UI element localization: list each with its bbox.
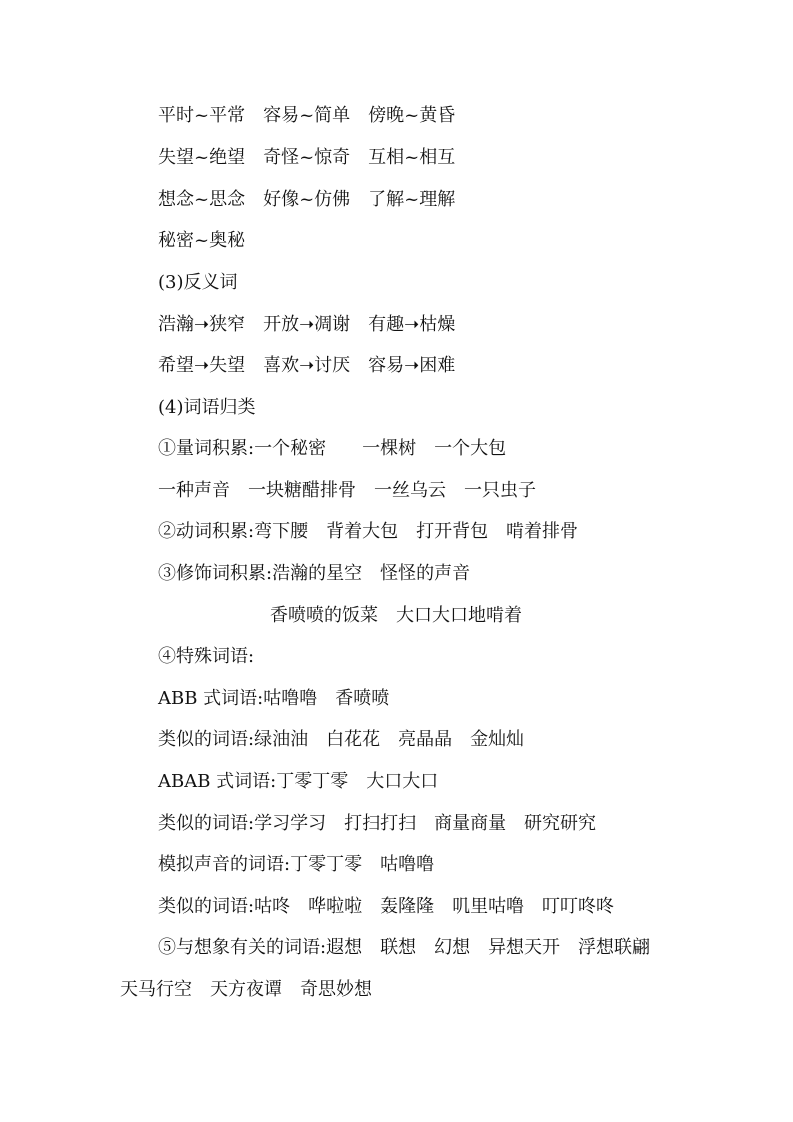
antonym-line-1: 浩瀚➝狭窄 开放➝凋谢 有趣➝枯燥: [158, 314, 456, 335]
synonym-line-1: 平时~平常 容易~简单 傍晚~黄昏: [158, 105, 456, 126]
classification-heading: (4)词语归类: [158, 397, 256, 418]
abab-similar-line: 类似的词语:学习学习 打扫打扫 商量商量 研究研究: [158, 813, 597, 834]
verbs-line: ②动词积累:弯下腰 背着大包 打开背包 啃着排骨: [158, 521, 579, 542]
abb-similar-line: 类似的词语:绿油油 白花花 亮晶晶 金灿灿: [158, 729, 525, 750]
synonym-line-2: 失望~绝望 奇怪~惊奇 互相~相互: [158, 147, 456, 168]
antonym-line-2: 希望➝失望 喜欢➝讨厌 容易➝困难: [158, 355, 456, 376]
onomatopoeia-similar-line: 类似的词语:咕咚 哗啦啦 轰隆隆 叽里咕噜 叮叮咚咚: [158, 896, 615, 917]
synonym-line-4: 秘密~奥秘: [158, 230, 246, 251]
abab-words-line: ABAB 式词语:丁零丁零 大口大口: [158, 771, 439, 792]
imagination-words-line-1: ⑤与想象有关的词语:遐想 联想 幻想 异想天开 浮想联翩: [158, 937, 651, 958]
measure-words-line-1: ①量词积累:一个秘密 一棵树 一个大包: [158, 438, 507, 459]
measure-words-line-2: 一种声音 一块糖醋排骨 一丝乌云 一只虫子: [158, 480, 536, 501]
modifiers-line-2: 香喷喷的饭菜 大口大口地啃着: [270, 605, 522, 626]
abb-words-line: ABB 式词语:咕噜噜 香喷喷: [158, 688, 390, 709]
antonym-heading: (3)反义词: [158, 272, 238, 293]
synonym-line-3: 想念~思念 好像~仿佛 了解~理解: [158, 189, 456, 210]
special-words-heading: ④特殊词语:: [158, 646, 255, 667]
imagination-words-line-2: 天马行空 天方夜谭 奇思妙想: [120, 979, 372, 1000]
onomatopoeia-line: 模拟声音的词语:丁零丁零 咕噜噜: [158, 854, 435, 875]
modifiers-line-1: ③修饰词积累:浩瀚的星空 怪怪的声音: [158, 563, 471, 584]
